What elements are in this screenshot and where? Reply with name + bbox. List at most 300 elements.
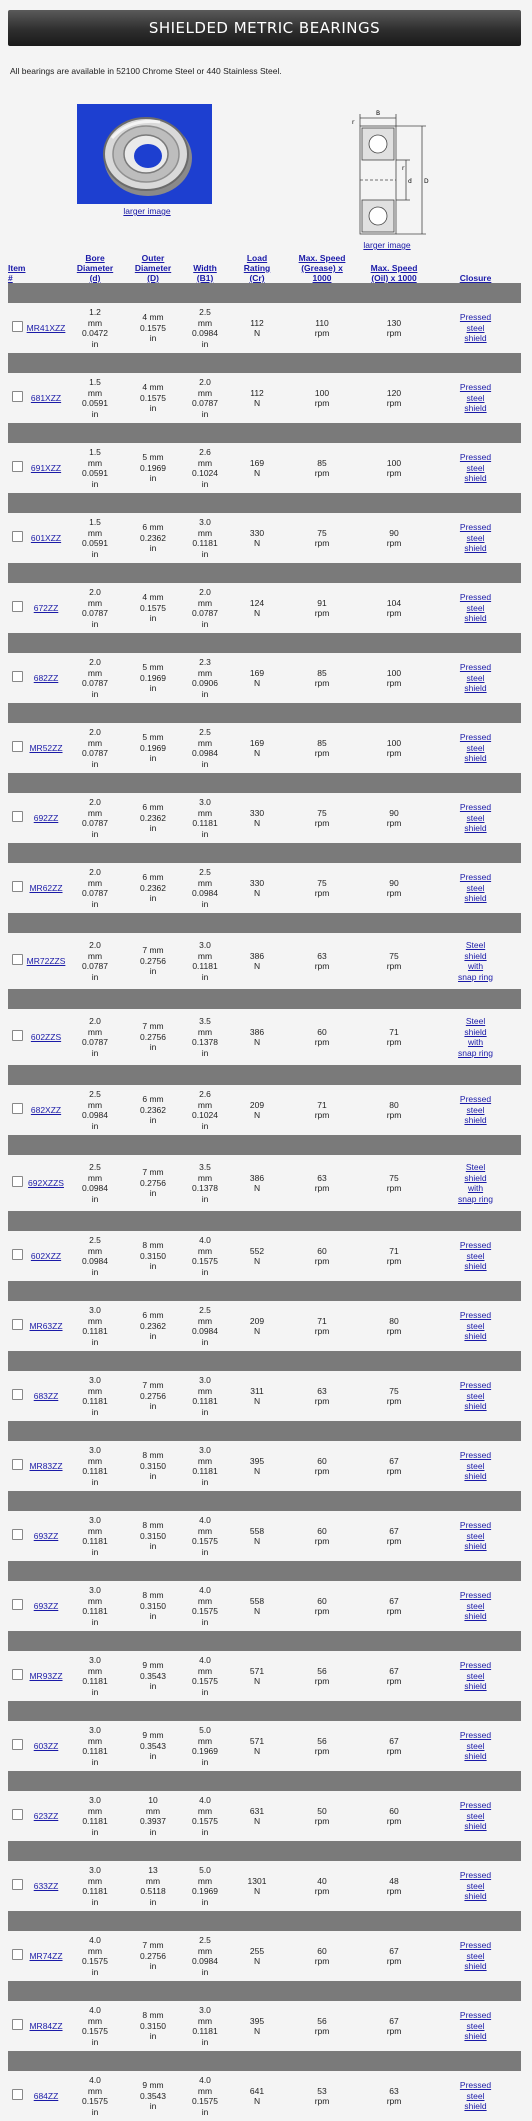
table-row (8, 1511, 521, 1561)
bore-cell (66, 1791, 124, 1841)
outer-line: 0.2362 (140, 532, 167, 543)
oil-line: 90 (389, 877, 399, 888)
oil-line: rpm (386, 1037, 402, 1047)
load-cell (228, 1085, 286, 1135)
bore-cell (66, 863, 124, 913)
outer-line: 6 mm (142, 802, 164, 813)
closure-link[interactable] (456, 1730, 496, 1762)
closure-cell (430, 2071, 521, 2121)
row-select-checkbox[interactable] (12, 1389, 23, 1400)
closure-cell (430, 1581, 521, 1631)
closure-link[interactable] (456, 1590, 496, 1622)
item-link[interactable]: MR84ZZ (29, 2020, 63, 2031)
closure-link[interactable] (456, 592, 496, 624)
row-select-cell (8, 1931, 26, 1981)
row-select-checkbox[interactable] (12, 1599, 23, 1610)
item-link[interactable]: 623ZZ (33, 1810, 59, 1821)
closure-link[interactable] (456, 452, 496, 484)
bore-line: 2.5 (89, 1089, 101, 1099)
closure-link[interactable] (456, 1310, 496, 1342)
outer-line: 0.3543 (140, 2090, 167, 2101)
header-grease[interactable]: Max. Speed (Grease) x 1000 (298, 253, 346, 283)
closure-cell (430, 1931, 521, 1981)
row-select-checkbox[interactable] (12, 1249, 23, 1260)
oil-line: 63 (389, 2085, 399, 2096)
oil-line: 67 (389, 1735, 399, 1746)
separator-cell (8, 1421, 521, 1441)
bore-line: mm (87, 1245, 103, 1256)
grease-line: rpm (314, 818, 330, 828)
row-select-checkbox[interactable] (12, 1103, 23, 1114)
grease-cell (286, 2001, 358, 2051)
bearing-diagram[interactable] (322, 104, 442, 239)
separator-row (8, 1491, 521, 1511)
closure-link[interactable] (456, 872, 496, 904)
closure-link[interactable] (456, 1450, 496, 1482)
outer-line: 0.2362 (140, 882, 167, 893)
bore-line: 2.0 (89, 867, 101, 877)
outer-line: 0.2756 (140, 1031, 167, 1042)
oil-line: rpm (386, 961, 402, 971)
header-closure[interactable]: Closure (459, 273, 492, 283)
bore-line: in (91, 1406, 99, 1417)
closure-line: Pressed (459, 1870, 492, 1881)
row-select-checkbox[interactable] (12, 531, 23, 542)
bore-line: in (91, 338, 99, 349)
item-link[interactable]: 682XZZ (30, 1104, 62, 1115)
grease-line: rpm (314, 328, 330, 338)
separator-row (8, 843, 521, 863)
bore-line: 3.0 (89, 1865, 101, 1875)
header-width[interactable]: Width (B1) (193, 263, 217, 283)
row-select-checkbox[interactable] (12, 1809, 23, 1820)
width-line: mm (197, 527, 213, 538)
photo-larger-image-link[interactable]: larger image (123, 206, 171, 216)
oil-line: 120 (386, 387, 402, 398)
width-line: mm (197, 1245, 213, 1256)
load-cell (228, 373, 286, 423)
bore-line: in (91, 1120, 99, 1131)
item-link[interactable]: MR62ZZ (29, 882, 63, 893)
closure-link[interactable] (456, 732, 496, 764)
item-link[interactable]: 633ZZ (33, 1880, 59, 1891)
bore-cell (66, 1511, 124, 1561)
oil-line: 75 (389, 1172, 399, 1183)
closure-line: Pressed (459, 2010, 492, 2021)
row-select-cell (8, 1301, 26, 1351)
item-link[interactable]: MR63ZZ (29, 1320, 63, 1331)
closure-link[interactable] (456, 312, 496, 344)
row-select-checkbox[interactable] (12, 461, 23, 472)
row-select-checkbox[interactable] (12, 2089, 23, 2100)
item-link[interactable]: MR74ZZ (29, 1950, 63, 1961)
closure-line: Pressed (459, 732, 492, 743)
item-link[interactable]: MR83ZZ (29, 1460, 63, 1471)
oil-line: 75 (389, 1385, 399, 1396)
row-select-checkbox[interactable] (12, 1529, 23, 1540)
bore-line: in (91, 898, 99, 909)
bore-line: in (91, 618, 99, 629)
table-row (8, 2071, 521, 2121)
closure-link[interactable] (456, 662, 496, 694)
separator-row (8, 1421, 521, 1441)
grease-line: rpm (314, 1676, 330, 1686)
outer-line: 8 mm (142, 1590, 164, 1601)
row-select-checkbox[interactable] (12, 2019, 23, 2030)
closure-line: with (467, 1037, 484, 1047)
closure-line: snap ring (458, 971, 493, 982)
width-line: in (201, 618, 209, 629)
width-line: mm (197, 737, 213, 748)
bore-cell (66, 1085, 124, 1135)
row-select-cell (8, 1231, 26, 1281)
row-select-checkbox[interactable] (12, 671, 23, 682)
closure-line: Pressed (459, 1590, 492, 1601)
outer-line: 0.1575 (140, 392, 167, 403)
table-row (8, 1791, 521, 1841)
separator-cell (8, 1211, 521, 1231)
item-link[interactable]: MR52ZZ (29, 742, 63, 753)
outer-line: 4 mm (142, 312, 164, 323)
item-link[interactable]: MR93ZZ (29, 1670, 63, 1681)
bore-line: 1.2 (89, 307, 101, 317)
closure-link[interactable] (456, 1162, 496, 1204)
bearing-cross-section-icon (322, 104, 442, 239)
closure-line: Pressed (459, 312, 492, 323)
item-link[interactable]: 602XZZ (30, 1250, 62, 1261)
row-select-checkbox[interactable] (12, 601, 23, 612)
item-link[interactable]: 672ZZ (33, 602, 59, 613)
load-cell (228, 1581, 286, 1631)
table-header (8, 250, 521, 283)
separator-row (8, 1281, 521, 1301)
load-line: 386 (249, 1172, 265, 1183)
bore-line: 0.0787 (82, 678, 109, 688)
closure-link[interactable] (456, 1520, 496, 1552)
oil-line: rpm (386, 1326, 402, 1336)
row-select-checkbox[interactable] (12, 1949, 23, 1960)
separator-cell (8, 843, 521, 863)
width-line: in (201, 1896, 209, 1907)
closure-link[interactable] (456, 2080, 496, 2112)
width-line: mm (197, 1805, 213, 1816)
closure-link[interactable] (456, 802, 496, 834)
closure-link[interactable] (456, 1240, 496, 1272)
grease-cell (286, 1009, 358, 1065)
outer-line: in (149, 1751, 157, 1762)
row-select-checkbox[interactable] (12, 811, 23, 822)
width-line: mm (197, 1385, 213, 1396)
closure-line: shield (464, 1026, 487, 1037)
grease-line: rpm (314, 468, 330, 478)
item-link[interactable]: 603ZZ (33, 1740, 59, 1751)
separator-row (8, 1701, 521, 1721)
width-line: mm (197, 1945, 213, 1956)
width-line: 0.1575 (192, 2096, 219, 2106)
bore-line: in (91, 1047, 99, 1058)
item-link[interactable]: 693ZZ (33, 1530, 59, 1541)
bore-line: in (91, 1756, 99, 1767)
width-cell (182, 1085, 228, 1135)
bore-line: in (91, 688, 99, 699)
item-cell (26, 2001, 66, 2051)
closure-link[interactable] (456, 1800, 496, 1832)
outer-line: 5 mm (142, 452, 164, 463)
closure-line: steel (466, 392, 485, 403)
header-item[interactable]: Item # (8, 263, 26, 283)
row-select-checkbox[interactable] (12, 954, 23, 965)
grease-cell (286, 1721, 358, 1771)
width-line: in (201, 898, 209, 909)
closure-line: steel (466, 1530, 485, 1541)
width-line: 4.0 (199, 1235, 211, 1245)
bore-line: 1.5 (89, 447, 101, 457)
row-select-checkbox[interactable] (12, 1176, 23, 1187)
load-line: 386 (249, 1026, 265, 1037)
table-row (8, 303, 521, 353)
closure-line: steel (466, 1390, 485, 1401)
outer-line: 6 mm (142, 1310, 164, 1321)
row-select-checkbox[interactable] (12, 1879, 23, 1890)
bore-line: 0.0984 (82, 1256, 109, 1266)
bore-line: mm (87, 1455, 103, 1466)
load-cell (228, 653, 286, 703)
outer-cell (124, 1791, 182, 1841)
outer-line: 0.3543 (140, 1740, 167, 1751)
separator-cell (8, 1281, 521, 1301)
header-load[interactable]: Load Rating (Cr) (243, 253, 271, 283)
closure-line: shield (464, 1261, 487, 1272)
grease-line: rpm (314, 1886, 330, 1896)
width-line: 2.5 (199, 1935, 211, 1945)
width-line: 5.0 (199, 1725, 211, 1735)
closure-cell (430, 1301, 521, 1351)
outer-cell (124, 443, 182, 493)
closure-cell (430, 1861, 521, 1911)
item-link[interactable]: 684ZZ (33, 2090, 59, 2101)
closure-link[interactable] (456, 1016, 496, 1058)
separator-cell (8, 283, 521, 303)
oil-cell (358, 1511, 430, 1561)
row-select-checkbox[interactable] (12, 741, 23, 752)
width-cell (182, 513, 228, 563)
width-cell (182, 303, 228, 353)
row-select-checkbox[interactable] (12, 881, 23, 892)
item-link[interactable]: MR41XZZ (26, 322, 66, 333)
closure-link[interactable] (456, 1940, 496, 1972)
load-line: N (253, 1256, 261, 1266)
separator-row (8, 989, 521, 1009)
outer-line: 6 mm (142, 1094, 164, 1105)
bore-line: 2.0 (89, 657, 101, 667)
width-cell (182, 933, 228, 989)
item-link[interactable]: 683ZZ (33, 1390, 59, 1401)
closure-line: shield (464, 1611, 487, 1622)
row-select-checkbox[interactable] (12, 1030, 23, 1041)
outer-line: in (149, 2031, 157, 2042)
separator-cell (8, 633, 521, 653)
load-cell (228, 2071, 286, 2121)
row-select-checkbox[interactable] (12, 321, 23, 332)
width-cell (182, 1009, 228, 1065)
outer-cell (124, 1721, 182, 1771)
closure-cell (430, 1791, 521, 1841)
grease-cell (286, 303, 358, 353)
bore-line: 0.0787 (82, 608, 109, 618)
bore-line: 1.5 (89, 517, 101, 527)
closure-link[interactable] (456, 522, 496, 554)
item-link[interactable]: 682ZZ (33, 672, 59, 683)
closure-cell (430, 513, 521, 563)
bore-cell (66, 1931, 124, 1981)
closure-cell (430, 1085, 521, 1135)
bore-line: in (91, 2106, 99, 2117)
outer-line: 8 mm (142, 2010, 164, 2021)
width-line: in (201, 1336, 209, 1347)
outer-line: 7 mm (142, 945, 164, 956)
outer-line: 0.2362 (140, 1104, 167, 1115)
oil-line: 80 (389, 1099, 399, 1110)
closure-link[interactable] (456, 940, 496, 982)
outer-cell (124, 1009, 182, 1065)
bore-line: 4.0 (89, 2005, 101, 2015)
width-line: in (201, 1756, 209, 1767)
bore-cell (66, 2001, 124, 2051)
row-select-checkbox[interactable] (12, 1459, 23, 1470)
load-line: N (253, 1956, 261, 1966)
item-cell (26, 723, 66, 773)
width-line: 2.6 (199, 1089, 211, 1099)
closure-link[interactable] (456, 1660, 496, 1692)
width-line: mm (197, 387, 213, 398)
table-row (8, 443, 521, 493)
bore-line: 3.0 (89, 1375, 101, 1385)
row-select-checkbox[interactable] (12, 1669, 23, 1680)
closure-link[interactable] (456, 2010, 496, 2042)
outer-cell (124, 1155, 182, 1211)
width-line: in (201, 2036, 209, 2047)
grease-line: rpm (314, 1183, 330, 1193)
bore-line: mm (87, 667, 103, 678)
oil-cell (358, 443, 430, 493)
outer-line: 5 mm (142, 732, 164, 743)
width-line: mm (197, 1455, 213, 1466)
closure-line: Pressed (459, 1094, 492, 1105)
bore-line: 0.0591 (82, 538, 109, 548)
closure-line: Steel (465, 1162, 486, 1172)
closure-line: shield (464, 403, 487, 414)
closure-line: steel (466, 322, 485, 333)
oil-cell (358, 373, 430, 423)
outer-line: in (149, 1115, 157, 1126)
bore-line: in (91, 1546, 99, 1557)
outer-line: in (149, 1471, 157, 1482)
outer-cell (124, 1231, 182, 1281)
bore-line: 0.0984 (82, 1110, 109, 1120)
closure-line: Pressed (459, 382, 492, 393)
bore-line: 2.5 (89, 1162, 101, 1172)
closure-link[interactable] (456, 1380, 496, 1412)
bore-cell (66, 933, 124, 989)
row-select-cell (8, 1581, 26, 1631)
row-select-checkbox[interactable] (12, 391, 23, 402)
table-row (8, 1085, 521, 1135)
width-line: in (201, 338, 209, 349)
item-link[interactable]: 681XZZ (30, 392, 62, 403)
bearing-photo[interactable] (77, 104, 212, 204)
oil-line: rpm (386, 608, 402, 618)
width-line: 0.1181 (192, 961, 218, 971)
item-link[interactable]: 692XZZS (28, 1177, 64, 1188)
closure-line: Pressed (459, 452, 492, 463)
separator-row (8, 423, 521, 443)
load-line: 112 (250, 317, 264, 328)
outer-line: 0.1969 (140, 672, 167, 683)
width-cell (182, 1791, 228, 1841)
grease-line: 63 (317, 1385, 327, 1396)
load-line: N (253, 1326, 261, 1336)
outer-cell (124, 653, 182, 703)
item-link[interactable]: 691XZZ (30, 462, 62, 473)
item-link[interactable]: 693ZZ (33, 1600, 59, 1611)
load-line: N (253, 1746, 261, 1756)
item-link[interactable]: 602ZZS (30, 1031, 62, 1042)
closure-link[interactable] (456, 382, 496, 414)
width-line: 0.1575 (192, 1256, 219, 1266)
load-line: 386 (249, 950, 265, 961)
grease-line: 100 (314, 387, 330, 398)
header-oil[interactable]: Max. Speed (Oil) x 1000 (370, 263, 418, 283)
outer-line: 5 mm (142, 662, 164, 673)
row-select-checkbox[interactable] (12, 1739, 23, 1750)
grease-line: 40 (317, 1875, 327, 1886)
load-line: 558 (249, 1525, 265, 1536)
table-row (8, 1581, 521, 1631)
header-bore[interactable]: Bore Diameter (d) (76, 253, 114, 283)
load-line: 169 (249, 457, 265, 468)
closure-line: Pressed (459, 592, 492, 603)
outer-line: 0.2362 (140, 1320, 167, 1331)
row-select-checkbox[interactable] (12, 1319, 23, 1330)
separator-cell (8, 989, 521, 1009)
grease-line: 50 (317, 1805, 327, 1816)
header-outer[interactable]: Outer Diameter (D) (134, 253, 172, 283)
grease-line: 110 (315, 317, 329, 328)
separator-row (8, 493, 521, 513)
separator-cell (8, 1841, 521, 1861)
oil-line: rpm (386, 748, 402, 758)
grease-cell (286, 443, 358, 493)
bore-line: mm (87, 1735, 103, 1746)
grease-line: 91 (317, 597, 327, 608)
diagram-larger-image-link[interactable]: larger image (363, 240, 411, 250)
load-cell (228, 1791, 286, 1841)
item-cell (26, 1721, 66, 1771)
item-link[interactable]: MR72ZZS (26, 955, 66, 966)
closure-line: shield (464, 1331, 487, 1342)
oil-line: rpm (386, 1956, 402, 1966)
bore-line: in (91, 1476, 99, 1487)
outer-line: 0.1575 (140, 602, 167, 613)
item-link[interactable]: 692ZZ (33, 812, 59, 823)
grease-cell (286, 1581, 358, 1631)
width-line: in (201, 1546, 209, 1557)
width-line: in (201, 1193, 209, 1204)
item-link[interactable]: 601XZZ (30, 532, 62, 543)
row-select-cell (8, 2001, 26, 2051)
closure-link[interactable] (456, 1094, 496, 1126)
closure-link[interactable] (456, 1870, 496, 1902)
